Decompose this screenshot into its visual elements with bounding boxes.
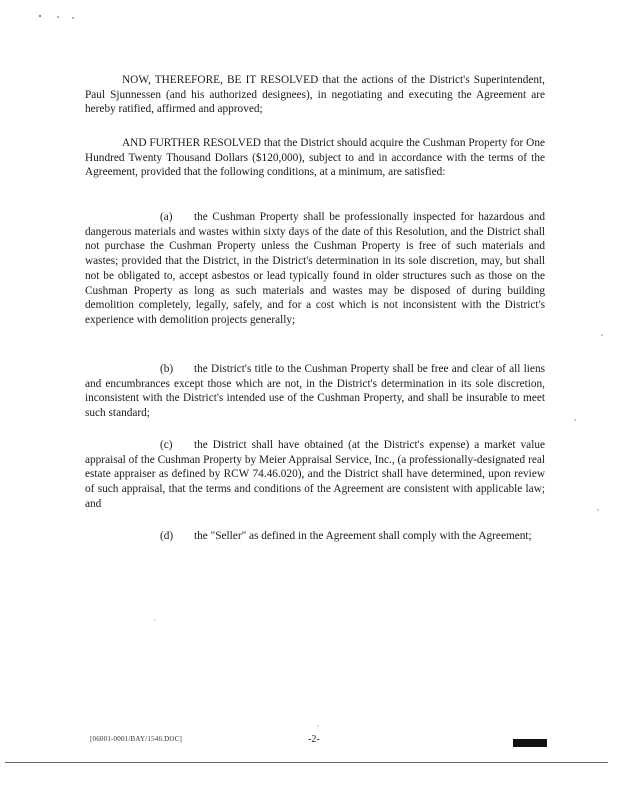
bottom-rule <box>5 762 608 763</box>
condition-d-text: the "Seller" as defined in the Agreement shall comply with the Agreement; <box>194 530 532 542</box>
condition-c-text: the District shall have obtained (at the District's expense) a market value appraisal of the Cushman Property by Meier Appraisal Service, Inc., (a professionally-designated real estate appraiser as defined by RCW 74.46.020), and the District shall have determined, upon review of such appraisal, that the terms and conditions of the Agreement are consistent with applicable law; and <box>85 439 545 510</box>
further-resolved-paragraph: AND FURTHER RESOLVED that the District should acquire the Cushman Property for One Hundred Twenty Thousand Dollars ($120,000), subject to and in accordance with the terms of the Agreement, provided that the following conditions, at a minimum, are satisfied: <box>85 137 545 179</box>
condition-c-label: (c) <box>160 439 173 451</box>
condition-a <box>85 210 545 328</box>
condition-c <box>85 438 545 512</box>
footer-doc-code: [06001-0001/BAY/1546.DOC] <box>90 735 183 743</box>
condition-a-label: (a) <box>160 211 173 223</box>
condition-a-text: the Cushman Property shall be professionally inspected for hazardous and dangerous materials and wastes within sixty days of the date of this Resolution, and the District shall not purchase the Cushman Property unless the Cushman Property is free of such materials and wastes; provided that the District, in the District's determination in its sole discretion, may, but shall not be obligated to, accept asbestos or lead typically found in older structures such as those on the Cushman Property as long as such materials and wastes may be disposed of during building demolition completely, legally, safely, and for a cost which is not inconsistent with the District's experience with demolition projects generally; <box>85 211 545 326</box>
redaction-block <box>513 739 547 747</box>
condition-b-text: the District's title to the Cushman Property shall be free and clear of all liens and encumbrances except those which are not, in the District's determination in its sole discretion, inconsistent with the District's intended use of the Cushman Property, and shall be insurable to meet such standard; <box>85 363 545 420</box>
condition-d-label: (d) <box>160 530 174 542</box>
resolved-paragraph: NOW, THEREFORE, BE IT RESOLVED that the actions of the District's Superintendent, Paul Sjunnessen (and his authorized designees), in negotiating and executing the Agreement are hereby ratified, affirmed and approved; <box>85 74 545 116</box>
condition-d <box>85 529 545 544</box>
condition-b-label: (b) <box>160 363 174 375</box>
condition-b <box>85 362 545 421</box>
page-number: -2- <box>308 734 320 745</box>
